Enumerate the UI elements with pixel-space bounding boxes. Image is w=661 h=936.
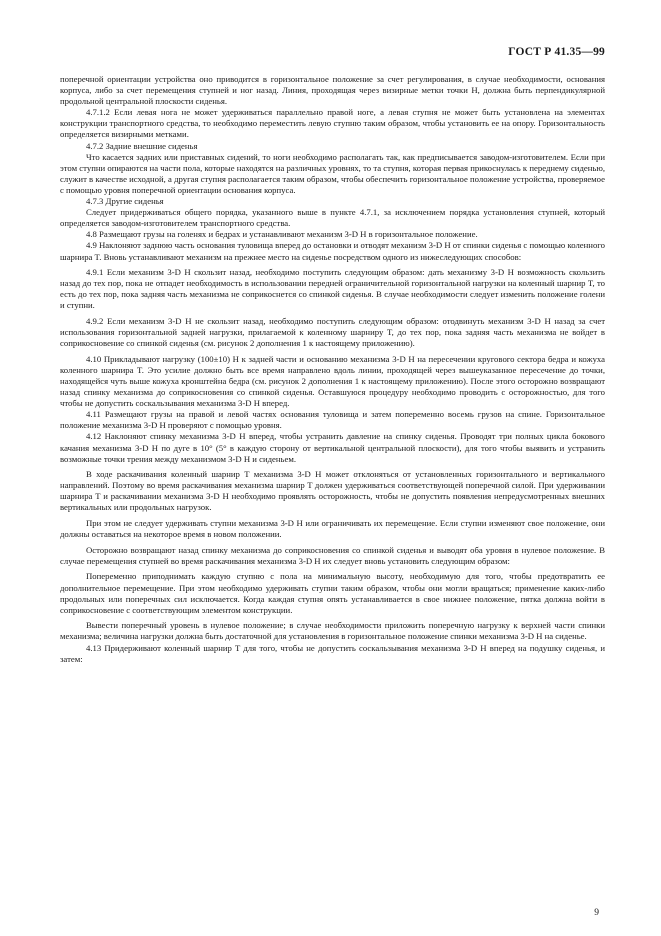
- paragraph: 4.7.2 Задние внешние сиденья: [86, 140, 198, 151]
- document-code-header: ГОСТ Р 41.35—99: [508, 46, 605, 58]
- paragraph: Что касается задних или приставных сидений, то ноги необходимо располагать так, как предписывается заводом-изготовителем. Если при этом ступни опираются на части пола, которые находятся на различных уровнях, то та ступня, которая первая прикоснулась к переднему сиденью, служит в качестве исходной, а другая ступня располагается таким образом, чтобы обеспечить горизонтальное положение устройства, проверяемое с помощью уровня поперечной ориентации основания корпуса.: [60, 151, 605, 195]
- paragraph: Следует придерживаться общего порядка, указанного выше в пункте 4.7.1, за исключением порядка установления ступней, который определяется заводом-изготовителем транспортного средства.: [60, 207, 605, 229]
- paragraph: 4.12 Наклоняют спинку механизма 3-D H вперед, чтобы устранить давление на спинку сиденья. Проводят три полных цикла бокового качания механизма 3-D H по дуге в 10° (5° в каждую сторону от вертикальной центральной плоскости), для того чтобы выявить и устранить возможные точки трения между механизмом 3-D H и сиденьем.: [60, 431, 605, 464]
- paragraph: поперечной ориентации устройства оно приводится в горизонтальное положение за счет регулирования, в случае необходимости, основания корпуса, либо за счет перемещения ступней и ног назад. Линия, проходящая через визирные метки точки H, должна быть перпендикулярной продольной центральной плоскости сиденья.: [60, 74, 605, 107]
- paragraph: Вывести поперечный уровень в нулевое положение; в случае необходимости приложить поперечную нагрузку к верхней части спинки механизма; величина нагрузки должна быть достаточной для установления в горизонтальное положение спинки механизма 3-D H на сиденье.: [60, 620, 605, 642]
- paragraph: 4.9 Наклоняют заднюю часть основания туловища вперед до остановки и отводят механизм 3-D H от спинки сиденья с помощью коленного шарнира T. Вновь устанавливают механизм на прежнее место на сиденье посредством одного из нижеследующих способов:: [60, 240, 605, 262]
- paragraph: Осторожно возвращают назад спинку механизма до соприкосновения со спинкой сиденья и выводят оба уровня в нулевое положение. В случае перемещения ступней во время раскачивания механизма 3-D H их следует вновь установить следующим образом:: [60, 544, 605, 566]
- document-body: [60, 74, 605, 665]
- paragraph: 4.8 Размещают грузы на голенях и бедрах и устанавливают механизм 3-D H в горизонтальное положение.: [86, 229, 478, 240]
- paragraph: 4.7.3 Другие сиденья: [86, 196, 164, 207]
- paragraph: 4.13 Придерживают коленный шарнир T для того, чтобы не допустить соскальзывания механизма 3-D H вперед на подушку сиденья, и затем:: [60, 642, 605, 664]
- paragraph: 4.7.1.2 Если левая нога не может удерживаться параллельно правой ноге, а левая ступня не может быть установлена на элементах конструкции транспортного средства, то необходимо переместить левую ступню таким образом, чтобы установить ее на опору. Горизонтальность определяется визирными метками.: [60, 107, 605, 140]
- paragraph: 4.10 Прикладывают нагрузку (100±10) Н к задней части и основанию механизма 3-D H на пересечении кругового сектора бедра и кожуха коленного шарнира T. Это усилие должно быть все время направлено вдоль линии, проходящей через вышеуказанное пересечение до точки, находящейся чуть выше кожуха кронштейна бедра (см. рисунок 2 дополнения 1 к настоящему приложению). После этого осторожно возвращают назад спинку механизма до соприкосновения со спинкой сиденья. Оставшуюся процедуру необходимо проводить с осторожностью, для того чтобы не допустить соскальзывания механизма 3-D H вперед.: [60, 353, 605, 409]
- paragraph: В ходе раскачивания коленный шарнир T механизма 3-D H может отклоняться от установленных горизонтального и вертикального направлений. Поэтому во время раскачивания механизма шарнир T должен удерживаться соответствующей поперечной силой. При удерживании шарнира T и раскачивании механизма 3-D H необходимо проявлять осторожность, чтобы не допустить появления непредусмотренных внешних вертикальных или продольных нагрузок.: [60, 469, 605, 513]
- paragraph: Попеременно приподнимать каждую ступню с пола на минимальную высоту, необходимую для того, чтобы предотвратить ее дополнительное перемещение. При этом необходимо удерживать ступни таким образом, чтобы они могли вращаться; применение каких-либо продольных или поперечных сил исключается. Когда каждая ступня опять устанавливается в свое нижнее положение, пятка должна войти в соприкосновение с соответствующим элементом конструкции.: [60, 571, 605, 615]
- paragraph: 4.9.1 Если механизм 3-D H скользит назад, необходимо поступить следующим образом: дать механизму 3-D H возможность скользить назад до тех пор, пока не отпадет необходимость в использовании передней ограничительной горизонтальной нагрузки на коленный шарнир T, то есть до тех пор, пока задняя часть механизма не соприкоснется со спинкой сиденья. В случае необходимости следует изменить положение голени и ступни.: [60, 267, 605, 311]
- paragraph: При этом не следует удерживать ступни механизма 3-D H или ограничивать их перемещение. Если ступни изменяют свое положение, они должны оставаться на некоторое время в новом положении.: [60, 518, 605, 540]
- paragraph: 4.11 Размещают грузы на правой и левой частях основания туловища и затем попеременно восемь грузов на спине. Горизонтальное положение механизма 3-D H проверяют с помощью уровня.: [60, 409, 605, 431]
- page-number: 9: [594, 908, 599, 918]
- paragraph: 4.9.2 Если механизм 3-D H не скользит назад, необходимо поступить следующим образом: отодвинуть механизм 3-D H назад за счет использования горизонтальной задней нагрузки, прилагаемой к коленному шарниру T, до тех пор, пока задняя часть механизма не войдет в соприкосновение со спинкой сиденья (см. рисунок 2 дополнения 1 к настоящему приложению).: [60, 315, 605, 349]
